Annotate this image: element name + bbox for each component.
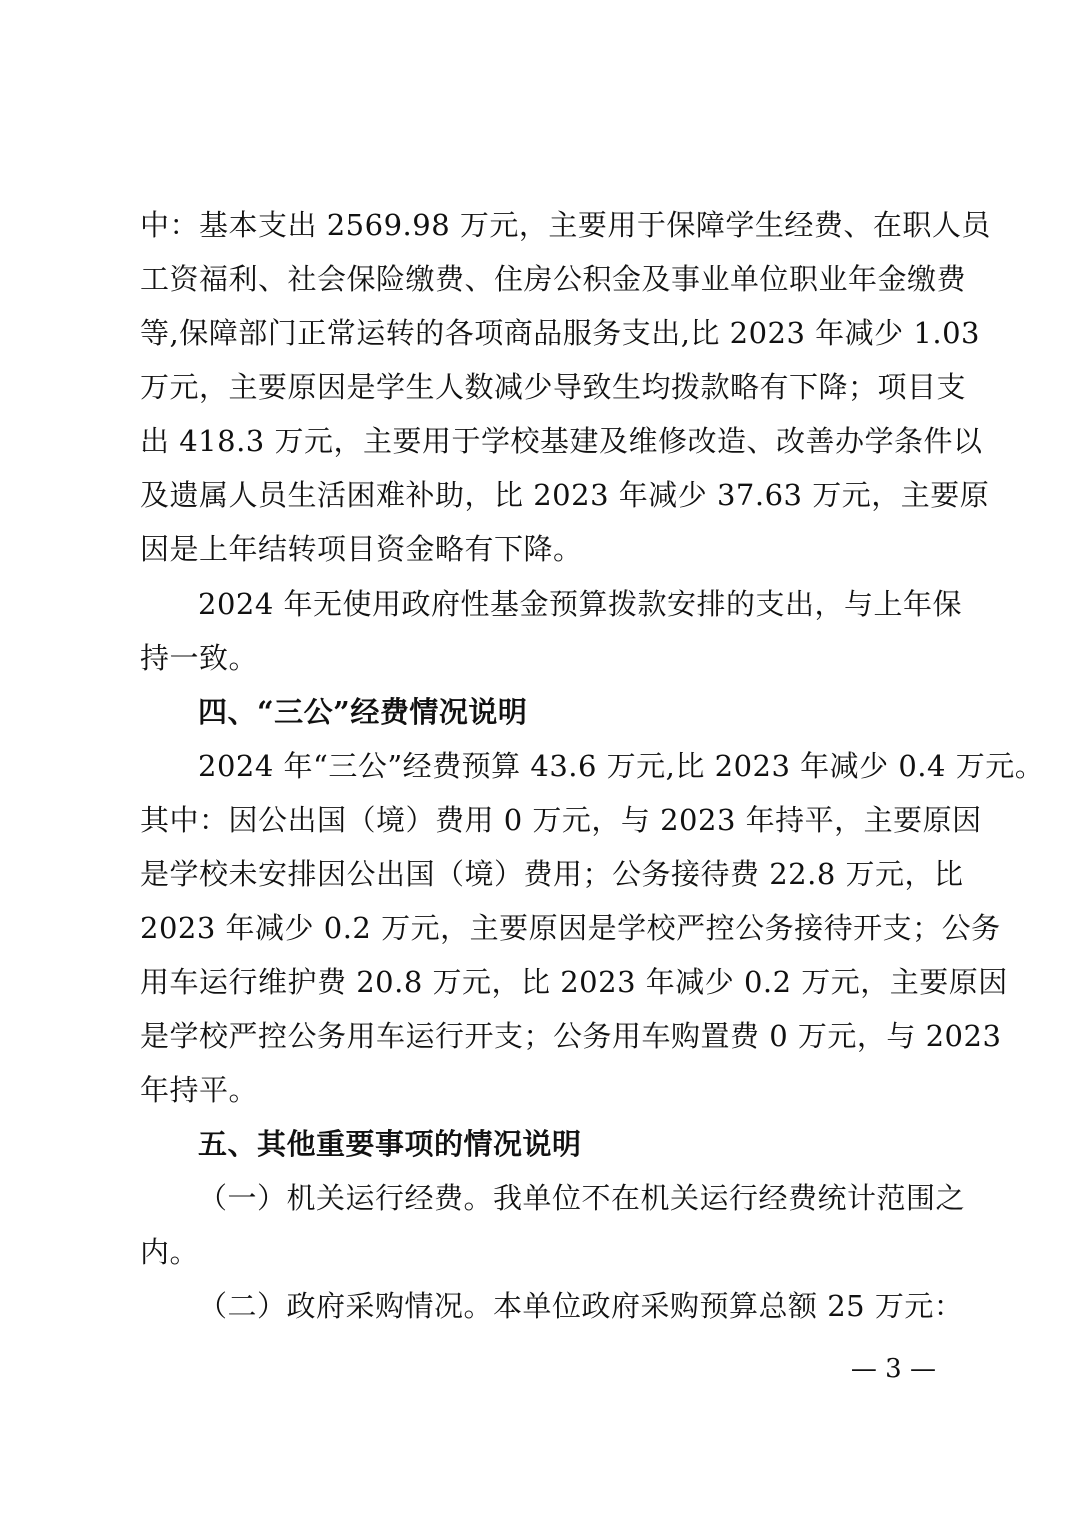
paragraph-line: 等,保障部门正常运转的各项商品服务支出,比 2023 年减少 1.03	[140, 316, 980, 350]
section-heading: 四、“三公”经费情况说明	[198, 695, 528, 729]
paragraph-line: 工资福利、社会保险缴费、住房公积金及事业单位职业年金缴费	[140, 262, 967, 296]
paragraph-line: 因是上年结转项目资金略有下降。	[140, 532, 583, 566]
paragraph-line: 内。	[140, 1235, 200, 1269]
paragraph-line: 年持平。	[140, 1073, 259, 1107]
paragraph-line: 2024 年“三公”经费预算 43.6 万元,比 2023 年减少 0.4 万元。	[198, 749, 1045, 783]
paragraph-line: 中：基本支出 2569.98 万元，主要用于保障学生经费、在职人员	[140, 208, 991, 242]
paragraph-line: 用车运行维护费 20.8 万元，比 2023 年减少 0.2 万元，主要原因	[140, 965, 1008, 999]
page-number: — 3 —	[850, 1354, 936, 1384]
paragraph-line: 是学校严控公务用车运行开支；公务用车购置费 0 万元，与 2023	[140, 1019, 1002, 1053]
paragraph-line: 2024 年无使用政府性基金预算拨款安排的支出，与上年保	[198, 587, 963, 621]
paragraph-line: （二）政府采购情况。本单位政府采购预算总额 25 万元：	[198, 1289, 964, 1323]
paragraph-line: 是学校未安排因公出国（境）费用；公务接待费 22.8 万元，比	[140, 857, 964, 891]
paragraph-line: 其中：因公出国（境）费用 0 万元，与 2023 年持平，主要原因	[140, 803, 982, 837]
paragraph-line: 出 418.3 万元，主要用于学校基建及维修改造、改善办学条件以	[140, 424, 983, 458]
paragraph-line: 及遗属人员生活困难补助，比 2023 年减少 37.63 万元，主要原	[140, 478, 990, 512]
paragraph-line: （一）机关运行经费。我单位不在机关运行经费统计范围之	[198, 1181, 966, 1215]
paragraph-line: 2023 年减少 0.2 万元，主要原因是学校严控公务接待开支；公务	[140, 911, 1001, 945]
section-heading: 五、其他重要事项的情况说明	[198, 1127, 582, 1161]
paragraph-line: 持一致。	[140, 641, 259, 675]
paragraph-line: 万元，主要原因是学生人数减少导致生均拨款略有下降；项目支	[140, 370, 967, 404]
